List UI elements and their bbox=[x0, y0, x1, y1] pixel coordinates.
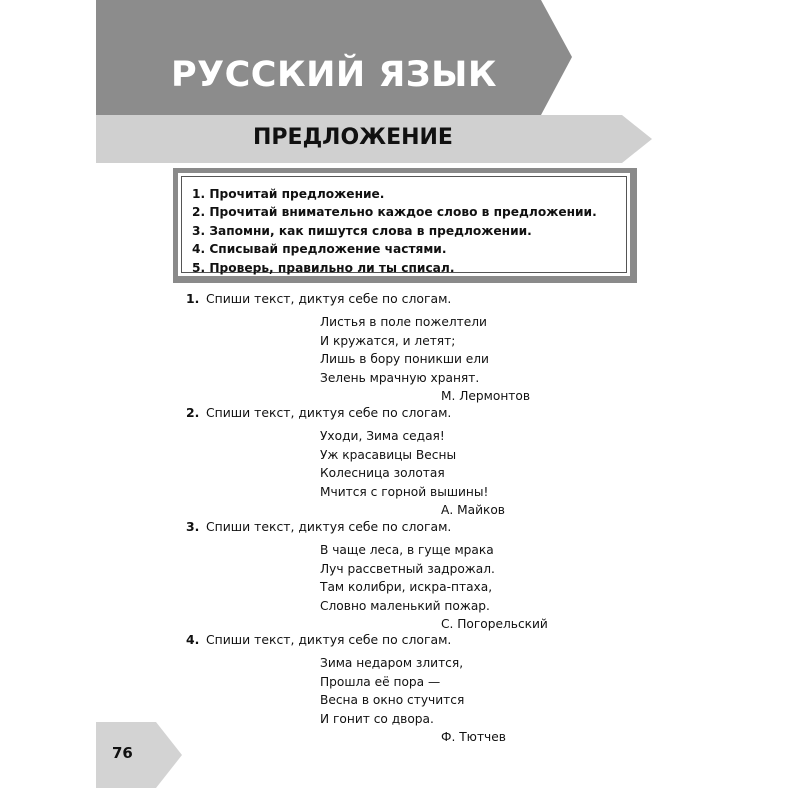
poem-line: Уж красавицы Весны bbox=[320, 447, 457, 462]
exercise-number: 4. bbox=[186, 632, 200, 647]
poem-line: Листья в поле пожелтели bbox=[320, 315, 487, 329]
exercise-header bbox=[186, 632, 506, 647]
exercise-header bbox=[186, 291, 530, 306]
rule-item: 3. Запомни, как пишутся слова в предложении. bbox=[192, 223, 532, 238]
poem bbox=[320, 654, 506, 746]
poem-line: В чаще леса, в гуще мрака bbox=[320, 543, 494, 557]
exercise-1 bbox=[186, 291, 530, 405]
poem-line: Весна в окно стучится bbox=[320, 693, 465, 707]
poem-line: Колесница золотая bbox=[320, 466, 445, 480]
exercise-3 bbox=[186, 519, 548, 633]
section-title: ПРЕДЛОЖЕНИЕ bbox=[253, 125, 453, 150]
poem-line: Мчится с горной вышины! bbox=[320, 484, 489, 499]
page-number: 76 bbox=[112, 744, 133, 762]
poem-author: М. Лермонтов bbox=[441, 389, 531, 403]
poem-author: Ф. Тютчев bbox=[441, 730, 506, 744]
exercise-header bbox=[186, 519, 548, 534]
poem-author: А. Майков bbox=[441, 503, 505, 517]
exercise-instruction: Спиши текст, диктуя себе по слогам. bbox=[206, 519, 452, 534]
rule-item: 4. Списывай предложение частями. bbox=[192, 242, 447, 257]
poem-line: Словно маленький пожар. bbox=[320, 598, 490, 613]
exercise-instruction: Спиши текст, диктуя себе по слогам. bbox=[206, 291, 452, 306]
page-title: РУССКИЙ ЯЗЫК bbox=[170, 55, 498, 95]
rule-item: 2. Прочитай внимательно каждое слово в предложении. bbox=[192, 205, 597, 220]
exercise-instruction: Спиши текст, диктуя себе по слогам. bbox=[206, 632, 452, 647]
poem-line: Зелень мрачную хранят. bbox=[320, 370, 480, 385]
exercise-number: 3. bbox=[186, 519, 200, 534]
exercise-2 bbox=[186, 405, 505, 519]
poem-line: Зима недаром злится, bbox=[320, 656, 464, 670]
exercise-number: 1. bbox=[186, 291, 200, 306]
exercise-4 bbox=[186, 632, 506, 746]
poem bbox=[320, 541, 548, 633]
page-number-tab bbox=[96, 722, 182, 788]
poem-line: Там колибри, искра-птаха, bbox=[320, 580, 493, 594]
poem-line: Лишь в бору поникши ели bbox=[320, 352, 489, 366]
exercise-number: 2. bbox=[186, 405, 200, 420]
poem-line: И кружатся, и летят; bbox=[320, 333, 456, 348]
poem bbox=[320, 313, 530, 405]
poem-author: С. Погорельский bbox=[441, 617, 548, 631]
rules-list bbox=[182, 177, 626, 277]
exercise-header bbox=[186, 405, 505, 420]
poem bbox=[320, 427, 505, 519]
rule-item: 5. Проверь, правильно ли ты списал. bbox=[192, 260, 455, 275]
poem-line: И гонит со двора. bbox=[320, 711, 434, 726]
exercise-instruction: Спиши текст, диктуя себе по слогам. bbox=[206, 405, 452, 420]
rules-box-inner bbox=[181, 176, 627, 273]
poem-line: Уходи, Зима седая! bbox=[320, 429, 445, 443]
rules-box bbox=[173, 168, 637, 283]
rule-item: 1. Прочитай предложение. bbox=[192, 187, 385, 201]
poem-line: Луч рассветный задрожал. bbox=[320, 561, 495, 576]
poem-line: Прошла её пора — bbox=[320, 674, 441, 689]
